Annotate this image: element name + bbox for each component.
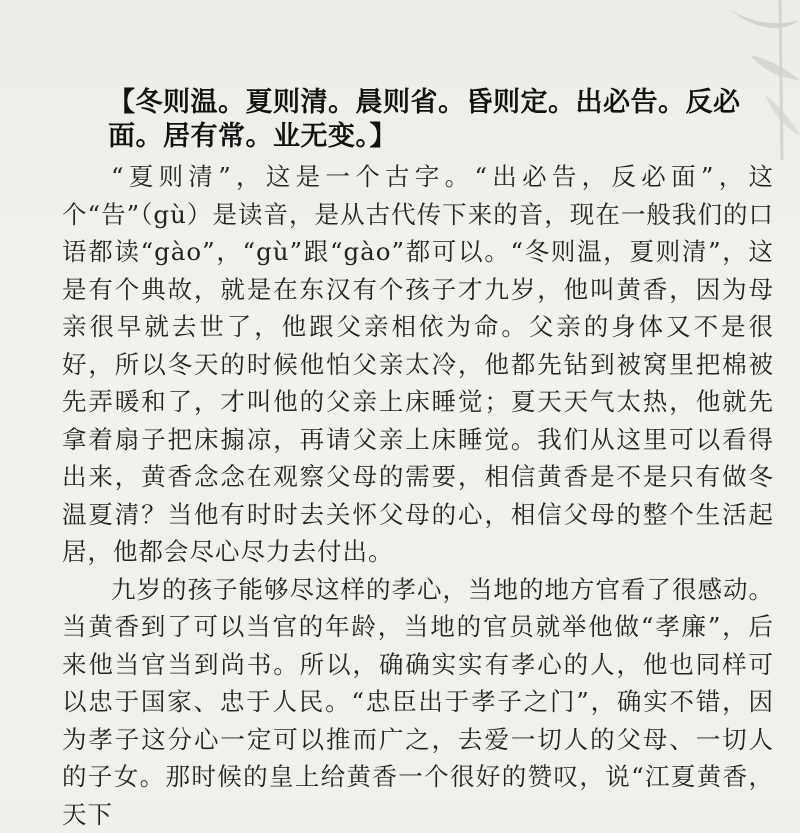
paragraph-2: 九岁的孩子能够尽这样的孝心，当地的地方官看了很感动。当黄香到了可以当官的年龄，当地的官员就举他做“孝廉”，后来他当官当到尚书。所以，确确实实有孝心的人，他也同样可以忠于国家、忠于人民。“忠臣出于孝子之门”，确实不错，因为孝子这分心一定可以推而广之，去爱一切人的父母、一切人的子女。那时候的皇上给黄香一个很好的赞叹，说“江夏黄香，天下: [62, 571, 774, 833]
section-heading: 【冬则温。夏则清。晨则省。昏则定。出必告。反必面。居有常。业无变。】: [108, 86, 768, 154]
paragraph-1: “夏则清”，这是一个古字。“出必告，反必面”，这个“告”（gù）是读音，是从古代传下来的音，现在一般我们的口语都读“gào”，“gù”跟“gào”都可以。“冬则温，夏则清”，这是有个典故，就是在东汉有个孩子才九岁，他叫黄香，因为母亲很早就去世了，他跟父亲相依为命。父亲的身体又不是很好，所以冬天的时候他怕父亲太冷，他都先钻到被窝里把棉被先弄暖和了，才叫他的父亲上床睡觉；夏天天气太热，他就先拿着扇子把床搧凉，再请父亲上床睡觉。我们从这里可以看得出来，黄香念念在观察父母的需要，相信黄香是不是只有做冬温夏清？当他有时时去关怀父母的心，相信父母的整个生活起居，他都会尽心尽力去付出。: [62, 158, 774, 571]
body-text: [62, 158, 774, 833]
